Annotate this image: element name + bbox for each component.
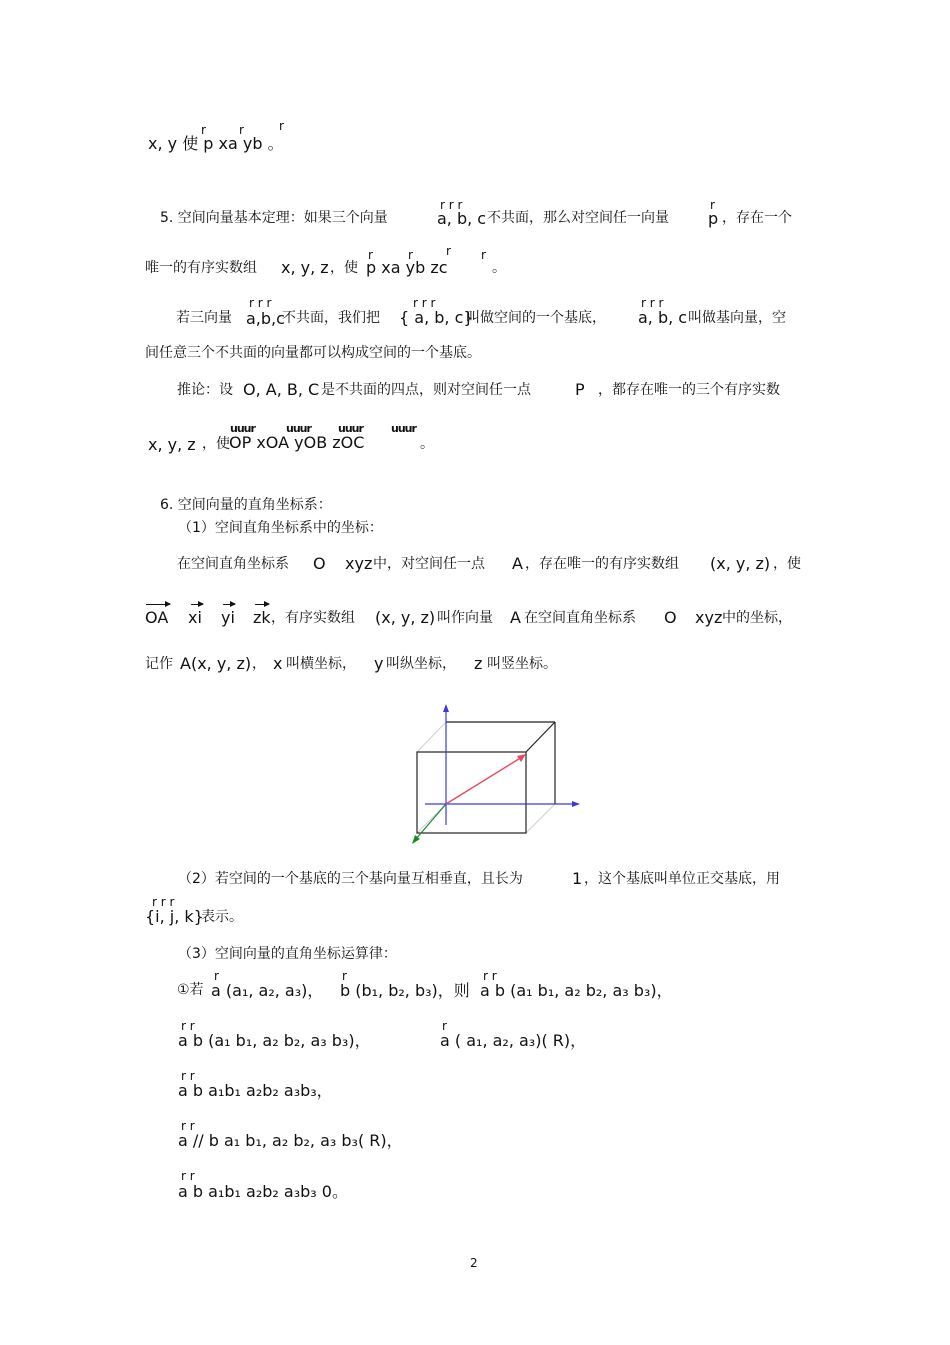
text: ，使: [202, 436, 230, 452]
text: 中，对空间任一点: [373, 556, 485, 572]
text: ，这个基底叫单位正交基底，用: [584, 871, 780, 887]
vector-mark: r r r: [413, 296, 436, 310]
text: ，: [252, 656, 266, 672]
vector-p: p: [708, 209, 719, 228]
vector-mark: r: [201, 123, 206, 137]
math: x, y, z: [148, 435, 196, 454]
math: O: [664, 608, 677, 627]
position-vector: [446, 754, 526, 804]
vector-mark: r: [481, 248, 486, 262]
subheading: （3）空间向量的直角坐标运算律：: [178, 946, 397, 962]
vector-mark: r: [342, 969, 347, 983]
text: ，都存在唯一的三个有序实数: [598, 382, 780, 398]
text: 叫作向量: [437, 610, 493, 626]
math: OA: [145, 608, 169, 627]
text: ，使: [330, 260, 358, 276]
text: 唯一的有序实数组: [145, 260, 257, 276]
math: x, y, z: [281, 258, 329, 277]
text: 在空间直角坐标系: [524, 610, 636, 626]
text: 叫竖坐标。: [487, 656, 557, 672]
vector-mark: uuur: [230, 422, 255, 435]
vector-mark: r r r: [152, 895, 175, 909]
math: OP xOA yOB zOC: [229, 433, 365, 452]
math: (x, y, z): [375, 608, 436, 627]
math: xi: [188, 608, 202, 627]
vector-mark: r: [710, 198, 715, 212]
math: y: [374, 654, 384, 673]
vector-mark: r r: [181, 1119, 195, 1133]
math: xyz: [345, 554, 373, 573]
math: xyz: [695, 608, 723, 627]
text: ，存在一个: [722, 210, 792, 226]
vector-mark: r r: [181, 1019, 195, 1033]
text: ，有序实数组: [271, 610, 355, 626]
text: 若三向量: [176, 310, 232, 326]
text: 不共面，我们把: [282, 310, 380, 326]
math: b (b₁, b₂, b₃)，则: [340, 981, 470, 1000]
section-5-heading: 5. 空间向量基本定理：如果三个向量: [160, 210, 388, 226]
text: ，使: [773, 556, 801, 572]
math: { a, b, c}: [399, 308, 474, 327]
text: 叫横坐标，: [286, 656, 356, 672]
vector-mark: uuur: [338, 422, 363, 435]
box-back-edges: [417, 722, 555, 833]
section-6-heading: 6. 空间向量的直角坐标系：: [160, 497, 332, 513]
vector-mark: uuur: [286, 422, 311, 435]
text: 叫做空间的一个基底，: [466, 310, 606, 326]
text: 推论：设: [177, 382, 233, 398]
math: a (a₁, a₂, a₃)，: [211, 981, 324, 1000]
math: (x, y, z): [710, 554, 771, 573]
math: z: [474, 654, 483, 673]
vector-list: a, b, c: [437, 209, 487, 228]
math: a b a₁b₁ a₂b₂ a₃b₃ 0。: [178, 1182, 348, 1201]
math: a b (a₁ b₁, a₂ b₂, a₃ b₃)，: [178, 1031, 371, 1050]
page-number: 2: [470, 1256, 478, 1270]
subheading: （1）空间直角坐标系中的坐标：: [178, 520, 383, 536]
vector-mark: r r: [181, 1169, 195, 1183]
math: a, b, c: [638, 308, 688, 327]
vector-mark: uuur: [391, 422, 416, 435]
text: 表示。: [201, 909, 243, 925]
math: a // b a₁ b₁, a₂ b₂, a₃ b₃( R)，: [178, 1131, 403, 1150]
vector-mark: r: [279, 119, 284, 133]
math: A: [510, 608, 521, 627]
vector-arrow: [146, 604, 170, 605]
text: 中的坐标，: [722, 610, 792, 626]
math: x: [273, 654, 283, 673]
math: A: [512, 554, 523, 573]
vector-mark: r: [368, 248, 373, 262]
math: A(x, y, z): [180, 654, 252, 673]
text: 叫纵坐标，: [386, 656, 456, 672]
vector-mark: r r r: [641, 296, 664, 310]
math: zk: [253, 608, 271, 627]
text: 。: [420, 436, 434, 452]
vector-arrow: [191, 604, 203, 605]
vector-mark: r: [214, 969, 219, 983]
text: ①若: [177, 982, 204, 998]
vector-mark: r r r: [249, 296, 272, 310]
coordinate-system-figure: [405, 700, 585, 850]
vector-mark: r: [239, 123, 244, 137]
vector-arrow: [223, 604, 235, 605]
vector-mark: r r: [483, 969, 497, 983]
math: yi: [221, 608, 235, 627]
text-line: x, y 使 p xa yb 。: [148, 134, 284, 153]
text: 在空间直角坐标系: [177, 556, 289, 572]
vector-mark: r: [442, 1019, 447, 1033]
vector-mark: r: [408, 248, 413, 262]
text: 。: [492, 260, 506, 276]
math: 1: [572, 869, 583, 888]
vector-mark: r: [446, 244, 451, 258]
math: {i, j, k}: [145, 907, 204, 926]
math: O: [313, 554, 326, 573]
math: a b (a₁ b₁, a₂ b₂, a₃ b₃)，: [480, 981, 673, 1000]
text: ，存在唯一的有序实数组: [525, 556, 679, 572]
math: p xa yb zc: [366, 258, 448, 277]
math: O, A, B, C: [243, 380, 320, 399]
math: a b a₁b₁ a₂b₂ a₃b₃，: [178, 1081, 333, 1100]
math: a,b,c: [246, 309, 285, 328]
text: 是不共面的四点，则对空间任一点: [321, 382, 531, 398]
text: （2）若空间的一个基底的三个基向量互相垂直，且长为: [178, 871, 523, 887]
vector-mark: r r r: [440, 198, 463, 212]
text: 间任意三个不共面的向量都可以构成空间的一个基底。: [145, 345, 481, 361]
math: P: [575, 380, 585, 399]
text: 不共面，那么对空间任一向量: [487, 210, 669, 226]
vector-arrow: [255, 604, 269, 605]
box-edges: [417, 722, 555, 833]
text: 叫做基向量，空: [688, 310, 786, 326]
math: a ( a₁, a₂, a₃)( R)，: [440, 1031, 587, 1050]
text: 记作: [145, 656, 173, 672]
vector-mark: r r: [181, 1069, 195, 1083]
